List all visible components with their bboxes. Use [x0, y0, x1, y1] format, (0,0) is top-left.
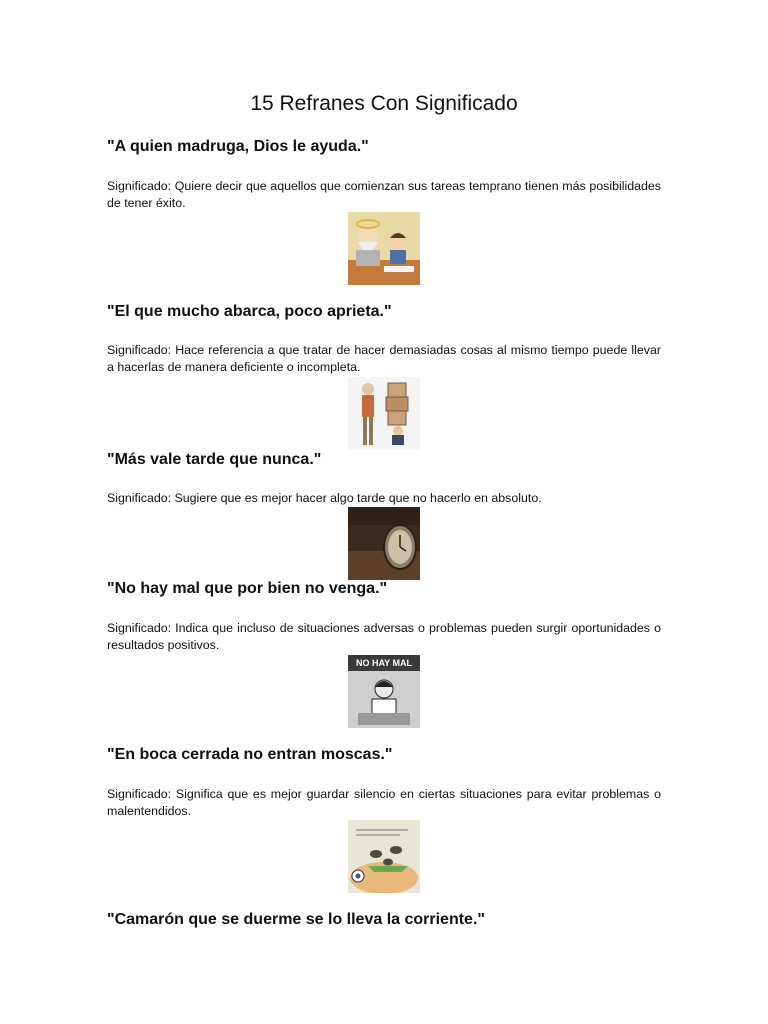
illustration-boxes-graphic	[348, 377, 420, 450]
saying-heading: "Camarón que se duerme se lo lleva la corriente."	[107, 911, 485, 928]
illustration-caption: NO HAY MAL	[355, 658, 413, 668]
saying-meaning: Significado: Sugiere que es mejor hacer algo tarde que no hacerlo en absoluto.	[107, 491, 542, 505]
illustration-boxes	[348, 377, 420, 450]
saying-meaning: Significado: Indica que incluso de situaciones adversas o problemas pueden surgir oportunidades o resultados positivos.	[107, 621, 661, 652]
illustration-clock	[348, 507, 420, 580]
illustration-no-hay-mal-graphic	[348, 655, 420, 728]
illustration-early-riser-graphic	[348, 212, 420, 285]
saying-heading: "Más vale tarde que nunca."	[107, 451, 322, 468]
saying-heading: "En boca cerrada no entran moscas."	[107, 746, 393, 763]
saying-heading: "El que mucho abarca, poco aprieta."	[107, 303, 392, 320]
saying-meaning: Significado: Significa que es mejor guardar silencio en ciertas situaciones para evitar problemas o malentendidos.	[107, 787, 661, 818]
illustration-early-riser	[348, 212, 420, 285]
document-title: 15 Refranes Con Significado	[250, 92, 518, 115]
saying-meaning: Significado: Hace referencia a que tratar de hacer demasiadas cosas al mismo tiempo puede llevar a hacerlas de manera deficiente o incompleta.	[107, 343, 661, 374]
saying-meaning: Significado: Quiere decir que aquellos que comienzan sus tareas temprano tienen más posibilidades de tener éxito.	[107, 179, 661, 210]
saying-heading: "A quien madruga, Dios le ayuda."	[107, 138, 369, 155]
illustration-flies	[348, 820, 420, 893]
illustration-flies-graphic	[348, 820, 420, 893]
illustration-no-hay-mal	[348, 655, 420, 728]
illustration-clock-graphic	[348, 507, 420, 580]
saying-heading: "No hay mal que por bien no venga."	[107, 580, 388, 597]
